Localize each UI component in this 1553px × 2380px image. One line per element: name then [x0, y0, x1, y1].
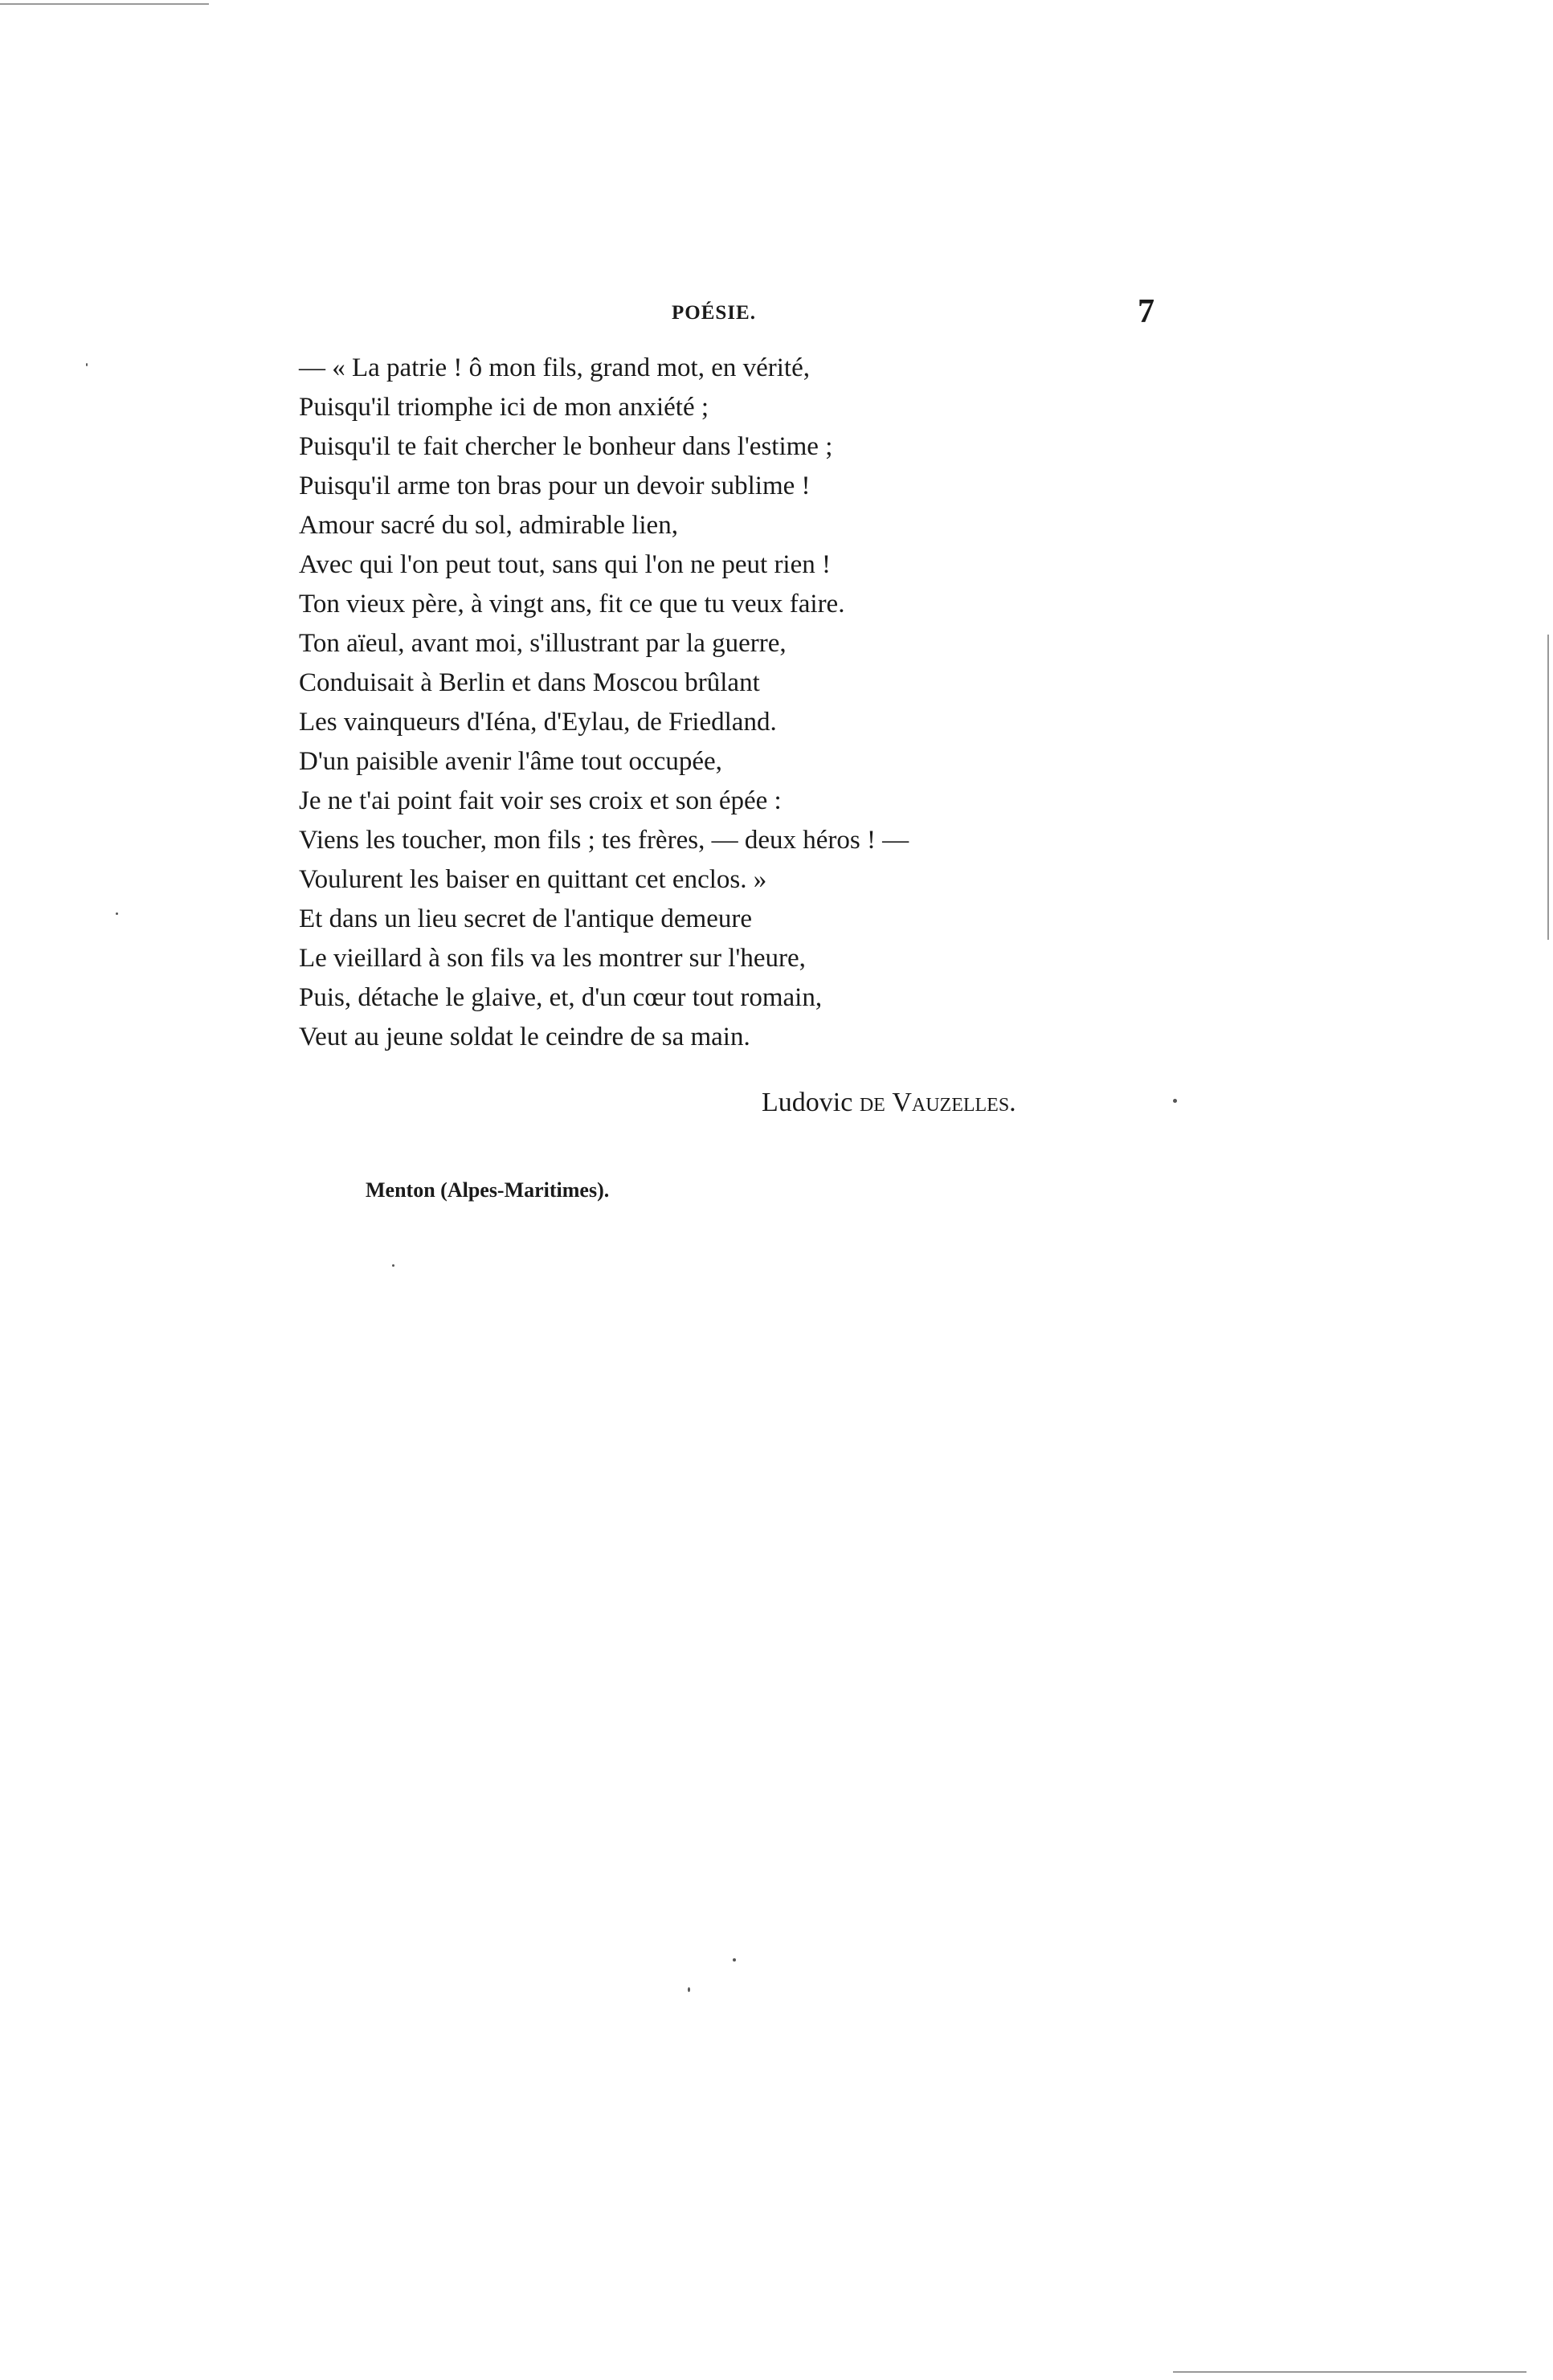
verse-line: Conduisait à Berlin et dans Moscou brûlant: [299, 668, 760, 697]
verse-line: Et dans un lieu secret de l'antique demeure: [299, 904, 752, 933]
scan-speck: [688, 1987, 690, 1992]
verse-line: Viens les toucher, mon fils ; tes frères, — deux héros ! —: [299, 826, 909, 855]
scan-edge-right: [1547, 635, 1549, 940]
scan-edge-bottom: [1173, 2371, 1526, 2373]
page-number: 7: [1138, 293, 1155, 330]
verse-line: Voulurent les baiser en quittant cet enclos. »: [299, 865, 767, 894]
verse-line: Puis, détache le glaive, et, d'un cœur tout romain,: [299, 983, 823, 1012]
verse-line: — « La patrie ! ô mon fils, grand mot, en vérité,: [299, 353, 810, 382]
place-line: Menton (Alpes-Maritimes).: [366, 1178, 610, 1202]
running-head: [0, 293, 1553, 334]
author-particle: de: [859, 1088, 885, 1117]
verse-line: Amour sacré du sol, admirable lien,: [299, 511, 678, 540]
scan-speck: [392, 1264, 394, 1267]
verse-line: Les vainqueurs d'Iéna, d'Eylau, de Friedland.: [299, 708, 777, 737]
scan-speck: [86, 363, 88, 366]
author-surname: Vauzelles.: [892, 1088, 1016, 1117]
verse-line: Veut au jeune soldat le ceindre de sa main.: [299, 1023, 750, 1051]
verse-line: Ton aïeul, avant moi, s'illustrant par la guerre,: [299, 629, 787, 658]
verse-line: Avec qui l'on peut tout, sans qui l'on ne peut rien !: [299, 550, 831, 579]
scan-speck: [733, 1958, 736, 1962]
verse-line: Puisqu'il triomphe ici de mon anxiété ;: [299, 393, 709, 422]
verse-line: D'un paisible avenir l'âme tout occupée,: [299, 747, 722, 776]
author-signature: [762, 1088, 1016, 1118]
verse-line: Puisqu'il arme ton bras pour un devoir sublime !: [299, 472, 811, 500]
verse-line: Puisqu'il te fait chercher le bonheur dans l'estime ;: [299, 432, 833, 461]
poem: [299, 349, 1102, 1057]
verse-line: Ton vieux père, à vingt ans, fit ce que tu veux faire.: [299, 590, 845, 618]
author-first-name: Ludovic: [762, 1088, 853, 1117]
running-title: POÉSIE.: [672, 302, 756, 324]
scan-speck: [116, 912, 118, 915]
scan-edge-top: [0, 3, 209, 5]
verse-line: Le vieillard à son fils va les montrer sur l'heure,: [299, 944, 806, 973]
scan-speck: [1173, 1099, 1177, 1103]
verse-line: Je ne t'ai point fait voir ses croix et son épée :: [299, 786, 782, 815]
